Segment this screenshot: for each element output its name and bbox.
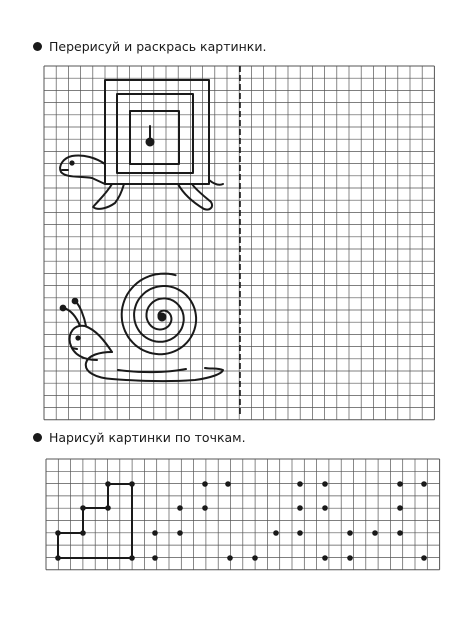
turtle-shell-dot bbox=[147, 139, 154, 146]
grid-dot bbox=[177, 505, 183, 511]
grid-dot bbox=[322, 505, 328, 511]
grid-dot bbox=[152, 555, 158, 561]
snail-head bbox=[70, 326, 112, 360]
grid-dot bbox=[322, 555, 328, 561]
grid-dot bbox=[322, 481, 328, 487]
lower-grid bbox=[46, 459, 440, 570]
dot-patterns bbox=[55, 481, 427, 561]
turtle-shell-inner bbox=[130, 111, 179, 164]
grid-dot bbox=[129, 555, 135, 561]
grid-dot bbox=[347, 555, 353, 561]
grid-dot bbox=[202, 481, 208, 487]
snail-antenna-right-tip bbox=[73, 299, 78, 304]
grid-dot bbox=[80, 530, 86, 536]
grid-dot bbox=[202, 505, 208, 511]
grid-dot bbox=[55, 530, 61, 536]
grid-dot bbox=[397, 505, 403, 511]
turtle-tail bbox=[209, 180, 223, 185]
grid-dot bbox=[397, 530, 403, 536]
grid-dot bbox=[421, 555, 427, 561]
grid-dot bbox=[225, 481, 231, 487]
snail-antenna-left bbox=[64, 308, 80, 326]
grid-dot bbox=[105, 505, 111, 511]
snail-mouth bbox=[72, 348, 77, 349]
grid-dot bbox=[152, 530, 158, 536]
grid-dot bbox=[397, 481, 403, 487]
grid-dot bbox=[252, 555, 258, 561]
grid-dot bbox=[372, 530, 378, 536]
turtle-eye bbox=[70, 161, 73, 164]
grid-dot bbox=[421, 481, 427, 487]
grid-dot bbox=[297, 530, 303, 536]
grid-dot bbox=[55, 555, 61, 561]
grid-dot bbox=[80, 505, 86, 511]
snail-spiral-center-dot bbox=[159, 314, 166, 321]
grid-dot bbox=[177, 530, 183, 536]
grid-dot bbox=[129, 481, 135, 487]
snail-antenna-left-tip bbox=[61, 306, 66, 311]
grid-dot bbox=[105, 481, 111, 487]
snail-eye bbox=[76, 336, 79, 339]
task-2-text: Нарисуй картинки по точкам. bbox=[49, 430, 246, 445]
turtle-shell-middle bbox=[117, 94, 193, 173]
grid-dot bbox=[297, 505, 303, 511]
grid-dot bbox=[227, 555, 233, 561]
snail-foot-wave bbox=[118, 369, 186, 372]
grid-dot bbox=[297, 481, 303, 487]
grid-dot bbox=[273, 530, 279, 536]
task-1-text: Перерисуй и раскрась картинки. bbox=[49, 39, 267, 54]
grid-dot bbox=[347, 530, 353, 536]
